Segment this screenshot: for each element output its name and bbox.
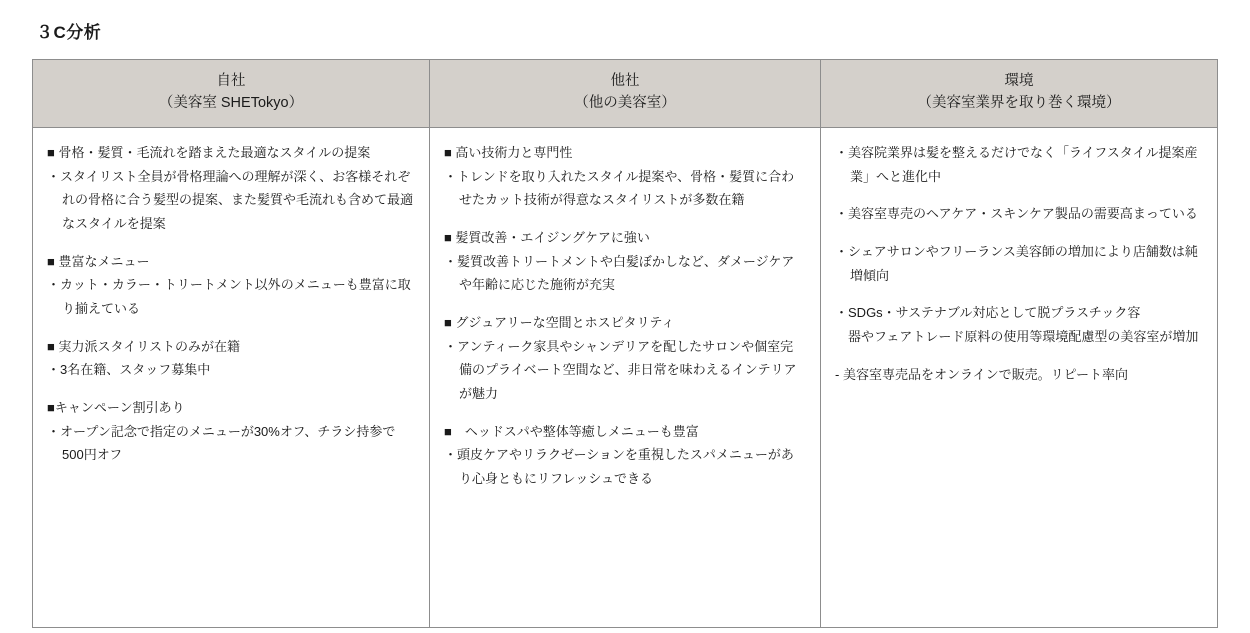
column-header-environment-line1: 環境 — [1004, 73, 1034, 89]
content-line: ■ 髪質改善・エイジングケアに強い — [443, 229, 650, 245]
content-block — [444, 141, 806, 212]
column-header-environment-line2: （美容室業界を取り巻く環境） — [917, 95, 1121, 112]
content-line: ・美容院業界は髪を整えるだけでなく「ライフスタイル提案産業」へと進化中 — [835, 144, 1198, 184]
content-line: ■ 骨格・髪質・毛流れを踏まえた最適なスタイルの提案 — [47, 144, 371, 160]
content-line: ・SDGs・サステナブル対応として脱プラスチック容 — [835, 305, 1141, 321]
content-block — [835, 202, 1203, 226]
content-line: ■ 高い技術力と専門性 — [443, 144, 573, 160]
content-line: ・トレンドを取り入れたスタイル提案や、骨格・髪質に合わせたカット技術が得意なスタイリストが多数在籍 — [443, 168, 795, 208]
content-line: ■ ヘッドスパや整体等癒しメニューも豊富 — [443, 423, 699, 439]
column-header-competitors-line2: （他の美容室） — [574, 95, 676, 112]
content-line: ■ 豊富なメニュー — [47, 253, 150, 269]
column-header-competitors-line1: 他社 — [610, 73, 640, 89]
content-line: ・カット・カラー・トリートメント以外のメニューも豊富に取り揃えている — [47, 277, 411, 316]
content-block — [47, 335, 415, 382]
content-line: ■キャンペーン割引あり — [47, 399, 185, 415]
column-header-environment — [821, 60, 1218, 128]
table-body-row — [33, 127, 1218, 627]
content-block — [47, 396, 415, 467]
content-line: ・3名在籍、スタッフ募集中 — [47, 362, 211, 378]
cell-own-company — [33, 127, 430, 627]
content-block — [444, 420, 806, 491]
content-block — [444, 226, 806, 297]
content-block — [835, 363, 1203, 387]
content-line: 器やフェアトレード原料の使用等環境配慮型の美容室が増加 — [835, 328, 1199, 344]
table-header-row — [33, 60, 1218, 128]
content-line: ・オープン記念で指定のメニューが30%オフ、チラシ持参で500円オフ — [47, 423, 396, 463]
content-line: ・髪質改善トリートメントや白髪ぼかしなど、ダメージケアや年齢に応じた施術が充実 — [443, 253, 795, 293]
cell-environment — [821, 127, 1218, 627]
three-c-analysis-table — [32, 59, 1218, 628]
content-line: ・美容室専売のヘアケア・スキンケア製品の需要高まっている — [835, 206, 1198, 222]
column-header-own-company — [33, 60, 430, 128]
content-block — [835, 240, 1203, 287]
content-line: - 美容室専売品をオンラインで販売。リピート率向 — [835, 366, 1129, 382]
environment-content — [835, 141, 1203, 386]
content-block — [835, 141, 1203, 188]
cell-competitors — [429, 127, 820, 627]
own-company-content — [47, 141, 415, 467]
content-line: ・シェアサロンやフリーランス美容師の増加により店舗数は純増傾向 — [835, 243, 1198, 283]
content-line: ■ グジュアリーな空間とホスピタリティ — [443, 314, 675, 330]
column-header-competitors — [429, 60, 820, 128]
content-block — [835, 301, 1203, 348]
column-header-own-company-line1: 自社 — [216, 73, 246, 89]
column-header-own-company-line2: （美容室 SHETokyo） — [158, 95, 304, 112]
content-block — [444, 311, 806, 406]
content-line: ・頭皮ケアやリラクゼーションを重視したスパメニューがあり心身ともにリフレッシュできる — [443, 447, 794, 486]
competitors-content — [444, 141, 806, 491]
content-block — [47, 141, 415, 236]
content-block — [47, 250, 415, 321]
page-title: ３C分析 — [36, 23, 102, 42]
content-line: ■ 実力派スタイリストのみが在籍 — [47, 338, 240, 354]
content-line: ・スタイリスト全員が骨格理論への理解が深く、お客様それぞれの骨格に合う髪型の提案、また髪質や毛流れも含めて最適なスタイルを提案 — [47, 168, 414, 231]
content-line: ・アンティーク家具やシャンデリアを配したサロンや個室完備のプライベート空間など、非日常を味わえるインテリアが魅力 — [443, 338, 797, 401]
